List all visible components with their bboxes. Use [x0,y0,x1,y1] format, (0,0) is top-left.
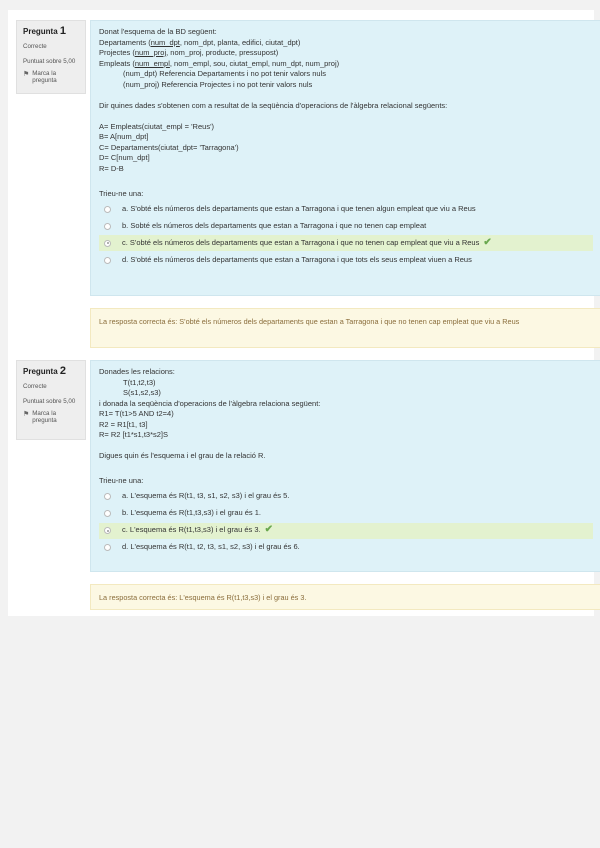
answer-option-c[interactable]: c. S'obté els números dels departaments que estan a Tarragona i que no tenen cap empleat que viu a Reus ✔ [99,235,593,251]
operation-line: R1= T(t1>5 AND t2=4) [99,409,174,418]
flag-icon: ⚑ [23,411,30,418]
answer-option-a[interactable]: a. L'esquema és R(t1, t3, s1, s2, s3) i el grau és 5. [99,489,593,505]
radio-button[interactable] [104,257,111,264]
answer-options [99,489,593,556]
schema-projectes: Projectes (num_proj, nom_proj, producte, pressupost) [99,48,279,57]
question-info [16,360,86,440]
operation-line: D= C[num_dpt] [99,153,150,162]
radio-button[interactable] [104,223,111,230]
question-intro: Donades les relacions: [99,367,175,376]
flag-icon: ⚑ [23,71,30,78]
operation-line: B= A[num_dpt] [99,132,149,141]
question-info [16,20,86,94]
answer-option-d[interactable]: d. L'esquema és R(t1, t2, t3, s1, s2, s3) i el grau és 6. [99,540,593,556]
answer-option-d[interactable]: d. S'obté els números dels departaments que estan a Tarragona i que tots els seus empleat viuen a Reus [99,252,593,268]
check-icon: ✔ [483,236,492,248]
operation-line: A= Empleats(ciutat_empl = 'Reus') [99,121,214,131]
question-number: Pregunta 2 [23,365,67,377]
question-intro: Donat l'esquema de la BD següent: [99,27,217,36]
radio-button[interactable] [104,544,111,551]
schema-ref-1: (num_dpt) Referencia Departaments i no pot tenir valors nuls [123,69,327,78]
question-ask: Digues quin és l'esquema i el grau de la relació R. [99,451,266,460]
radio-button[interactable] [104,206,111,213]
question-state: Correcte [23,383,47,390]
relation-line: T(t1,t2,t3) [123,377,156,387]
correct-answer-feedback: La resposta correcta és: L'esquema és R(t1,t3,s3) i el grau és 3. [90,584,600,610]
question-number: Pregunta 1 [23,25,67,37]
operation-line: R= R2 [t1*s1,t3*s2]S [99,430,168,439]
flag-question-link[interactable]: ⚑ Marca la pregunta [23,410,57,424]
answer-option-b[interactable]: b. L'esquema és R(t1,t3,s3) i el grau és 1. [99,506,593,522]
operation-line: R= D-B [99,163,124,173]
question-content [90,20,600,296]
question-text: Dir quines dades s'obtenen com a resultat de la seqüència d'operacions de l'àlgebra relacional següents: [99,100,448,110]
radio-button[interactable] [104,493,111,500]
schema-empleats: Empleats (num_empl, nom_empl, sou, ciutat_empl, num_dpt, num_proj) [99,58,340,68]
operation-line: R2 = R1[t1, t3] [99,419,148,429]
operation-line: C= Departaments(ciutat_dpt= 'Tarragona') [99,142,239,152]
question-content [90,360,600,572]
relation-line: S(s1,s2,s3) [123,388,161,397]
answer-options [99,201,593,268]
radio-button[interactable] [104,510,111,517]
question-grade: Puntuat sobre 5,00 [23,58,76,65]
flag-question-link[interactable]: ⚑ Marca la pregunta [23,70,57,84]
question-state: Correcte [23,43,47,50]
answer-option-b[interactable]: b. Sobté els números dels departaments que estan a Tarragona i que no tenen cap empleat [99,218,593,234]
radio-button[interactable] [104,527,111,534]
radio-button[interactable] [104,240,111,247]
answer-option-c[interactable]: c. L'esquema és R(t1,t3,s3) i el grau és 3. ✔ [99,523,593,539]
check-icon: ✔ [264,524,273,536]
question-text: i donada la seqüència d'operacions de l'àlgebra relaciona següent: [99,398,321,408]
answer-option-a[interactable]: a. S'obté els números dels departaments que estan a Tarragona i que tenen algun empleat que viu a Reus [99,201,593,217]
answer-prompt: Trieu-ne una: [99,476,144,485]
correct-answer-feedback: La resposta correcta és: S'obté els números dels departaments que estan a Tarragona i que no tenen cap empleat que viu a Reus [90,308,600,348]
answer-prompt: Trieu-ne una: [99,188,144,198]
schema-departaments: Departaments (num_dpt, nom_dpt, planta, edifici, ciutat_dpt) [99,37,301,47]
schema-ref-2: (num_proj) Referencia Projectes i no pot tenir valors nuls [123,79,313,89]
quiz-review-page [8,10,594,616]
question-grade: Puntuat sobre 5,00 [23,398,76,405]
